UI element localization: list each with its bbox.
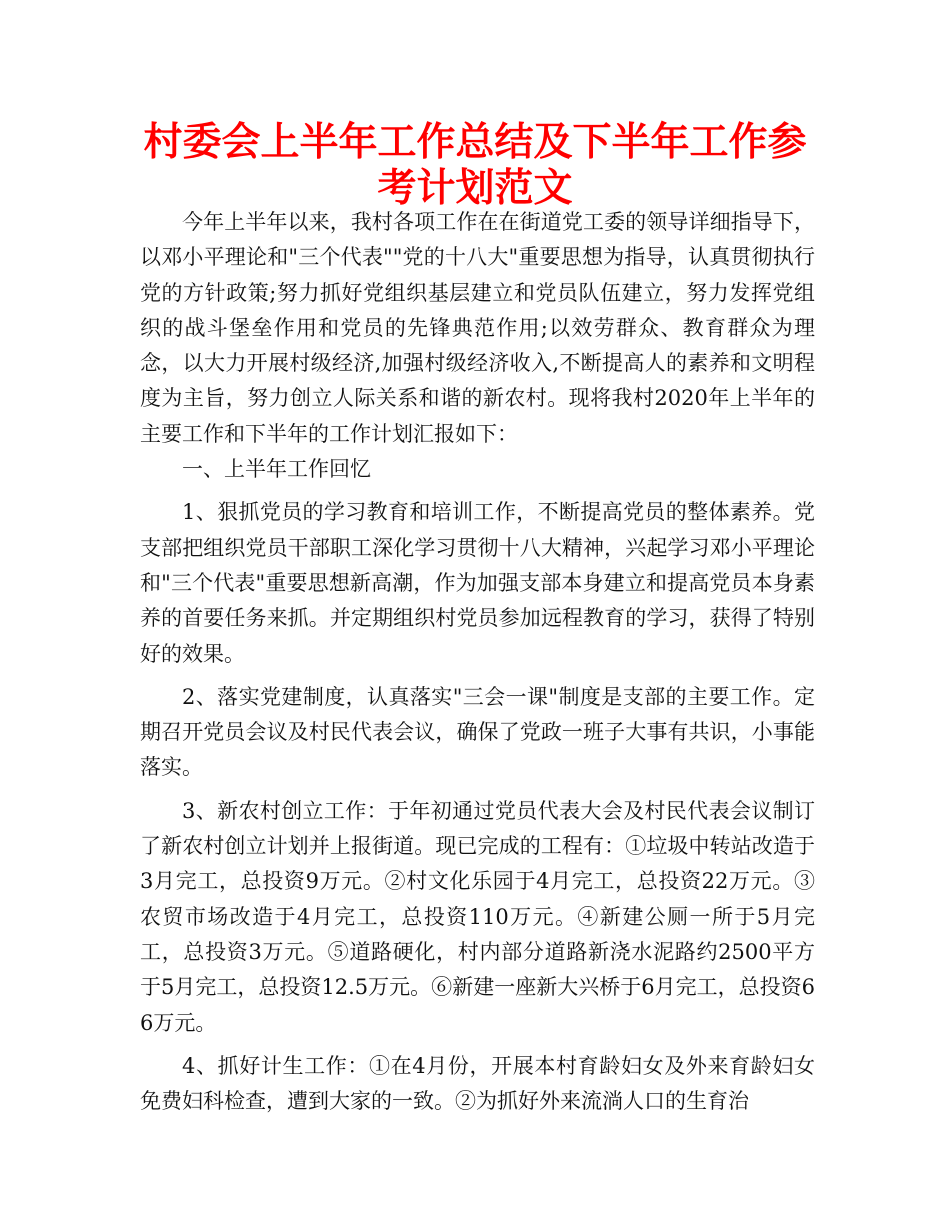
paragraph-intro: 今年上半年以来，我村各项工作在在街道党工委的领导详细指导下，以邓小平理论和"三个代表""党的十八大"重要思想为指导，认真贯彻执行党的方针政策;努力抓好党组织基层建立和党员队伍建立，努力发挥党组织的战斗堡垒作用和党员的先锋典范作用;以效劳群众、教育群众为理念，以大力开展村级经济,加强村级经济收入,不断提高人的素养和文明程度为主旨，努力创立人际关系和谐的新农村。现将我村2020年上半年的主要工作和下半年的工作计划汇报如下：	[140, 210, 815, 446]
section-heading: 一、上半年工作回忆	[182, 457, 371, 482]
document-body	[140, 205, 815, 1119]
document-title: 村委会上半年工作总结及下半年工作参考计划范文	[143, 120, 807, 211]
paragraph-item-1: 1、狠抓党员的学习教育和培训工作，不断提高党员的整体素养。党支部把组织党员干部职工深化学习贯彻十八大精神，兴起学习邓小平理论和"三个代表"重要思想新高潮，作为加强支部本身建立和提高党员本身素养的首要任务来抓。并定期组织村党员参加远程教育的学习，获得了特别好的效果。	[140, 500, 815, 666]
paragraph-item-2: 2、落实党建制度，认真落实"三会一课"制度是支部的主要工作。定期召开党员会议及村民代表会议，确保了党政一班子大事有共识，小事能落实。	[140, 684, 815, 780]
paragraph-item-4: 4、抓好计生工作：①在4月份，开展本村育龄妇女及外来育龄妇女免费妇科检查，遭到大家的一致。②为抓好外来流淌人口的生育治	[140, 1053, 815, 1114]
paragraph-item-3: 3、新农村创立工作：于年初通过党员代表大会及村民代表会议制订了新农村创立计划并上报街道。现已完成的工程有：①垃圾中转站改造于3月完工，总投资9万元。②村文化乐园于4月完工，总投资22万元。③农贸市场改造于4月完工，总投资110万元。④新建公厕一所于5月完工，总投资3万元。⑤道路硬化，村内部分道路新浇水泥路约2500平方于5月完工，总投资12.5万元。⑥新建一座新大兴桥于6月完工，总投资66万元。	[140, 798, 815, 1035]
